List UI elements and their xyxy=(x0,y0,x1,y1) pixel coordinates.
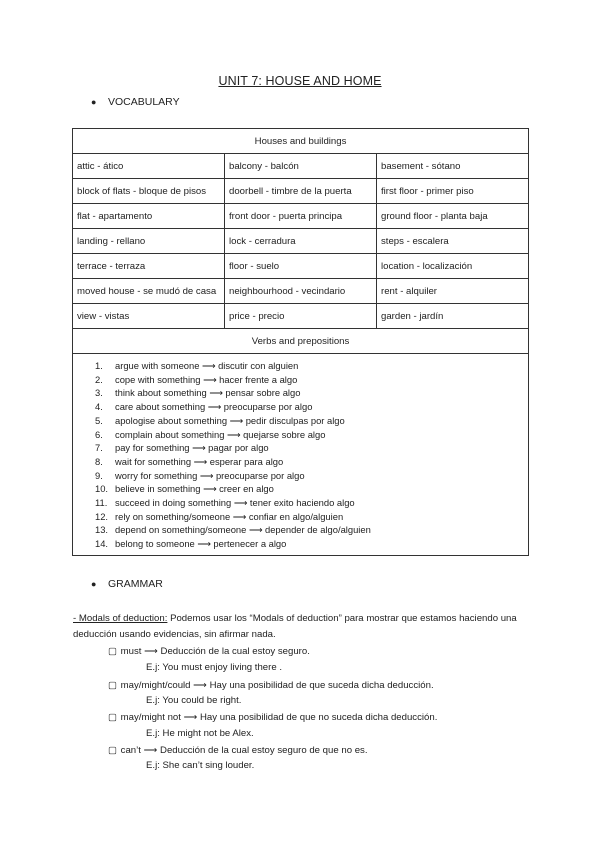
houses-header: Houses and buildings xyxy=(73,129,529,154)
table-cell: lock - cerradura xyxy=(225,229,377,254)
table-cell: steps - escalera xyxy=(377,229,529,254)
list-number: 6. xyxy=(95,428,103,440)
list-item xyxy=(73,469,528,483)
table-row xyxy=(73,154,529,179)
table-row xyxy=(73,254,529,279)
modal-example: E.j: You could be right. xyxy=(146,695,242,706)
list-item xyxy=(73,455,528,469)
table-cell: floor - suelo xyxy=(225,254,377,279)
modal-rule xyxy=(108,646,310,657)
list-number: 10. xyxy=(95,483,109,495)
modal-rule xyxy=(108,680,434,691)
table-cell: flat - apartamento xyxy=(73,204,225,229)
table-row xyxy=(73,229,529,254)
table-cell: location - localización xyxy=(377,254,529,279)
bullet-icon: ● xyxy=(91,579,97,589)
verb-text: depend on something/someone ⟶ depender de algo/alguien xyxy=(115,524,371,536)
table-row xyxy=(73,279,529,304)
list-item xyxy=(73,523,528,537)
modal-rule xyxy=(108,745,368,756)
modal-example: E.j: She can’t sing louder. xyxy=(146,760,255,771)
list-number: 13. xyxy=(95,524,109,536)
verb-text: cope with something ⟶ hacer frente a algo xyxy=(115,373,298,385)
verb-text: wait for something ⟶ esperar para algo xyxy=(115,455,284,467)
list-item xyxy=(73,496,528,510)
table-row xyxy=(73,304,529,329)
verbs-header: Verbs and prepositions xyxy=(73,329,529,354)
table-cell: view - vistas xyxy=(73,304,225,329)
list-number: 2. xyxy=(95,373,103,385)
table-header-row xyxy=(73,129,529,154)
modals-intro-paragraph xyxy=(73,611,533,643)
list-number: 12. xyxy=(95,510,109,522)
list-item xyxy=(73,373,528,387)
vocabulary-table xyxy=(72,128,529,556)
list-item xyxy=(73,414,528,428)
modals-label: - Modals of deduction: xyxy=(73,613,168,624)
table-cell: neighbourhood - vecindario xyxy=(225,279,377,304)
list-item xyxy=(73,359,528,373)
verb-text: belong to someone ⟶ pertenecer a algo xyxy=(115,538,287,550)
grammar-heading-text: GRAMMAR xyxy=(108,578,163,590)
list-number: 4. xyxy=(95,401,103,413)
page-title: UNIT 7: HOUSE AND HOME xyxy=(218,74,382,88)
list-number: 5. xyxy=(95,414,103,426)
modal-rule-text: may/might not ⟶ Hay una posibilidad de que no suceda dicha deducción. xyxy=(120,712,438,723)
table-cell: moved house - se mudó de casa xyxy=(73,279,225,304)
table-cell: block of flats - bloque de pisos xyxy=(73,179,225,204)
checkbox-square-icon: ▢ xyxy=(108,680,118,691)
table-cell: terrace - terraza xyxy=(73,254,225,279)
table-cell: garden - jardín xyxy=(377,304,529,329)
table-header-row xyxy=(73,329,529,354)
table-cell: basement - sótano xyxy=(377,154,529,179)
verb-text: rely on something/someone ⟶ confiar en algo/alguien xyxy=(115,510,344,522)
modal-rule-text: may/might/could ⟶ Hay una posibilidad de que suceda dicha deducción. xyxy=(120,680,434,691)
vocabulary-heading-text: VOCABULARY xyxy=(108,96,180,108)
list-item xyxy=(73,537,528,551)
modal-example: E.j: You must enjoy living there . xyxy=(146,662,282,673)
checkbox-square-icon: ▢ xyxy=(108,712,118,723)
table-cell: attic - ático xyxy=(73,154,225,179)
verbs-list xyxy=(73,359,528,551)
modal-rule xyxy=(108,712,437,723)
list-number: 3. xyxy=(95,387,103,399)
list-item xyxy=(73,428,528,442)
modal-rule-text: can’t ⟶ Deducción de la cual estoy seguro de que no es. xyxy=(120,745,368,756)
checkbox-square-icon: ▢ xyxy=(108,646,118,657)
table-row xyxy=(73,204,529,229)
table-cell: ground floor - planta baja xyxy=(377,204,529,229)
verb-text: think about something ⟶ pensar sobre algo xyxy=(115,387,301,399)
modals-intro: Podemos usar los “Modals of deduction” para mostrar que estamos haciendo una deducción usando evidencias, sin afirmar nada. xyxy=(73,613,517,640)
verb-text: care about something ⟶ preocuparse por algo xyxy=(115,401,313,413)
verbs-list-row xyxy=(73,354,529,556)
table-cell: balcony - balcón xyxy=(225,154,377,179)
verb-text: argue with someone ⟶ discutir con alguien xyxy=(115,360,299,371)
list-item xyxy=(73,441,528,455)
table-cell: front door - puerta principa xyxy=(225,204,377,229)
checkbox-square-icon: ▢ xyxy=(108,745,118,756)
verbs-list-cell xyxy=(73,354,529,556)
list-number: 9. xyxy=(95,469,103,481)
list-item xyxy=(73,386,528,400)
verb-text: believe in something ⟶ creer en algo xyxy=(115,483,274,495)
vocabulary-heading xyxy=(91,96,180,108)
table-cell: first floor - primer piso xyxy=(377,179,529,204)
list-number: 14. xyxy=(95,538,109,550)
verb-text: pay for something ⟶ pagar por algo xyxy=(115,442,269,454)
list-number: 8. xyxy=(95,455,103,467)
verb-text: complain about something ⟶ quejarse sobre algo xyxy=(115,428,326,440)
list-number: 7. xyxy=(95,442,103,454)
verb-text: apologise about something ⟶ pedir disculpas por algo xyxy=(115,414,345,426)
verb-text: succeed in doing something ⟶ tener exito haciendo algo xyxy=(115,497,355,509)
list-item xyxy=(73,482,528,496)
modal-rule-text: must ⟶ Deducción de la cual estoy seguro. xyxy=(120,646,310,657)
list-number: 11. xyxy=(95,497,108,509)
table-cell: landing - rellano xyxy=(73,229,225,254)
list-number: 1. xyxy=(95,360,103,371)
list-item xyxy=(73,400,528,414)
table-cell: doorbell - timbre de la puerta xyxy=(225,179,377,204)
grammar-heading xyxy=(91,578,163,590)
verb-text: worry for something ⟶ preocuparse por algo xyxy=(115,469,305,481)
table-cell: price - precio xyxy=(225,304,377,329)
modal-example: E.j: He might not be Alex. xyxy=(146,728,254,739)
table-row xyxy=(73,179,529,204)
bullet-icon: ● xyxy=(91,97,97,107)
table-cell: rent - alquiler xyxy=(377,279,529,304)
list-item xyxy=(73,510,528,524)
